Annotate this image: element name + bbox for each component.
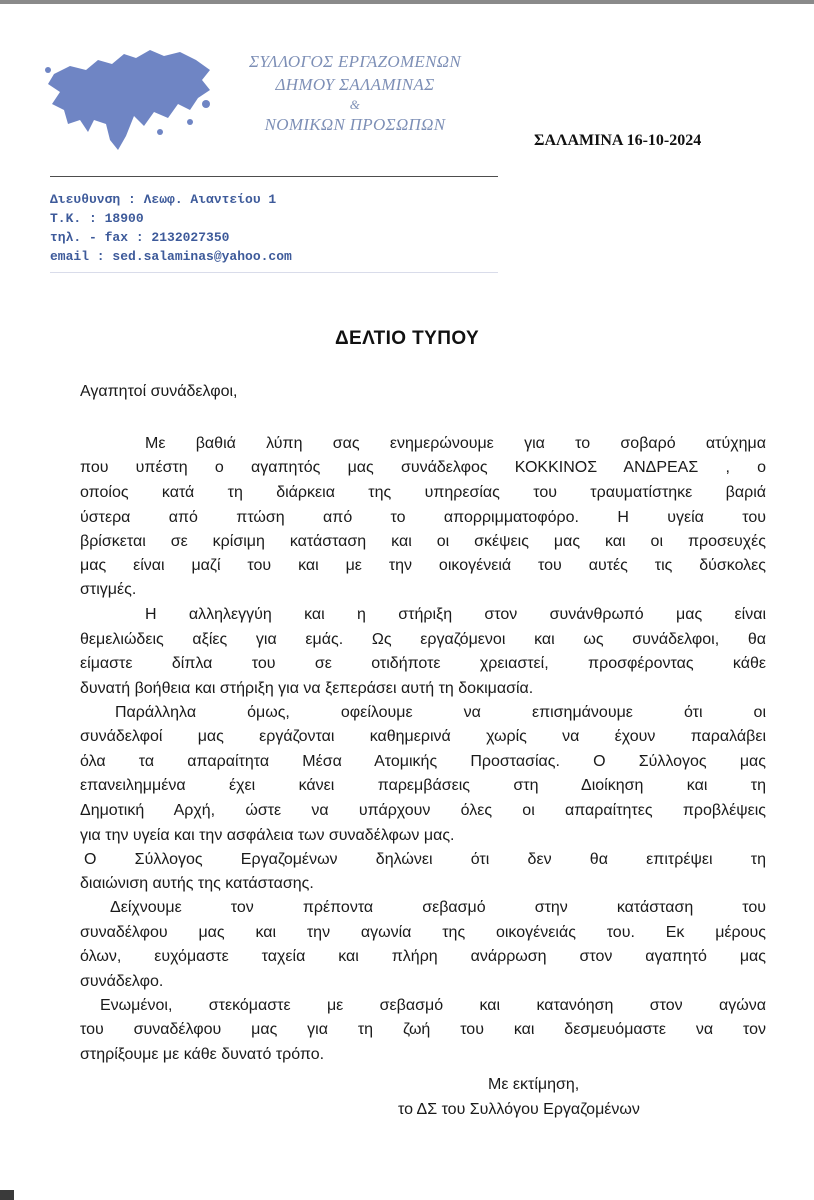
body-line: ύστερα από πτώση από το απορριμματοφόρο. Η υγεία του [80,509,766,526]
body-line: θεμελιώδεις αξίες για εμάς. Ως εργαζόμενοι και ως συνάδελφοι, θα [80,631,766,648]
body-line: διαιώνιση αυτής της κατάστασης. [80,875,314,892]
contact-phone: τηλ. - fax : 2132027350 [50,230,230,245]
contact-block [50,190,292,266]
body-line: Δημοτική Αρχή, ώστε να υπάρχουν όλες οι απαραίτητες προβλέψεις [80,802,766,819]
salamina-island-map-icon [40,40,220,160]
body-line: Δείχνουμε τον πρέποντα σεβασμό στην κατάσταση του [110,899,766,916]
body-line: συναδέλφου μας και την αγωνία της οικογένειάς του. Εκ μέρους [80,924,766,941]
body-line: μας είναι μαζί του και με την οικογένειά του αυτές τις δύσκολες [80,557,766,574]
body-line: όλων, ευχόμαστε ταχεία και πλήρη ανάρρωση στον αγαπητό μας [80,948,766,965]
contact-address: Διευθυνση : Λεωφ. Αιαντείου 1 [50,192,277,207]
body-line: δυνατή βοήθεια και στήριξη για να ξεπεράσει αυτή τη δοκιμασία. [80,680,534,697]
org-line-3: ΝΟΜΙΚΩΝ ΠΡΟΣΩΠΩΝ [264,115,446,134]
body-line: όλα τα απαραίτητα Μέσα Ατομικής Προστασίας. Ο Σύλλογος μας [80,753,766,770]
body-line: για την υγεία και την ασφάλεια των συναδέλφων μας. [80,827,455,844]
body-line: Ενωμένοι, στεκόμαστε με σεβασμό και κατανόηση στον αγώνα [100,997,766,1014]
body-line: οποίος κατά τη διάρκεια της υπηρεσίας του τραυματίστηκε βαριά [80,484,766,501]
document-title: ΔΕΛΤΙΟ ΤΥΠΟΥ [334,328,480,349]
body-line: επανειλημμένα έχει κάνει παρεμβάσεις στη Διοίκηση και τη [80,777,766,794]
body-line: του συναδέλφου μας για τη ζωή του και δεσμευόμαστε να τον [80,1021,766,1038]
organization-name [200,50,510,136]
org-line-1: ΣΥΛΛΟΓΟΣ ΕΡΓΑΖΟΜΕΝΩΝ [249,52,461,71]
corner-mark [0,1190,14,1200]
top-border [0,0,814,4]
body-line: βρίσκεται σε κρίσιμη κατάσταση και οι σκέψεις μας και οι προσευχές [80,533,766,550]
signature: το ΔΣ του Συλλόγου Εργαζομένων [398,1101,640,1118]
document-date: ΣΑΛΑΜΙΝΑ 16-10-2024 [534,132,702,149]
org-line-2: ΔΗΜΟΥ ΣΑΛΑΜΙΝΑΣ [275,75,435,94]
signoff: Με εκτίμηση, [488,1076,580,1093]
body-line: Η αλληλεγγύη και η στήριξη στον συνάνθρωπό μας είναι [145,606,766,623]
contact-divider [50,272,498,273]
header-divider [50,176,498,177]
body-line: που υπέστη ο αγαπητός μας συνάδελφος ΚΟΚΚΙΝΟΣ ΑΝΔΡΕΑΣ , ο [80,459,766,476]
org-ampersand: & [349,97,361,112]
body-line: Παράλληλα όμως, οφείλουμε να επισημάνουμε ότι οι [115,704,766,721]
body-line: Με βαθιά λύπη σας ενημερώνουμε για το σοβαρό ατύχημα [145,435,766,452]
body-line: στηρίξουμε με κάθε δυνατό τρόπο. [80,1046,325,1063]
contact-email: email : sed.salaminas@yahoo.com [50,249,292,264]
body-line: είμαστε δίπλα του σε οτιδήποτε χρειαστεί, προσφέροντας κάθε [80,655,766,672]
body-line: στιγμές. [80,581,137,598]
greeting: Αγαπητοί συνάδελφοι, [80,383,238,400]
contact-postcode: Τ.Κ. : 18900 [50,211,144,226]
body-line: συνάδελφοί μας εργάζονται καθημερινά χωρίς να έχουν παραλάβει [80,728,766,745]
body-line: Ο Σύλλογος Εργαζομένων δηλώνει ότι δεν θα επιτρέψει τη [84,851,766,868]
body-line: συνάδελφο. [80,973,164,990]
